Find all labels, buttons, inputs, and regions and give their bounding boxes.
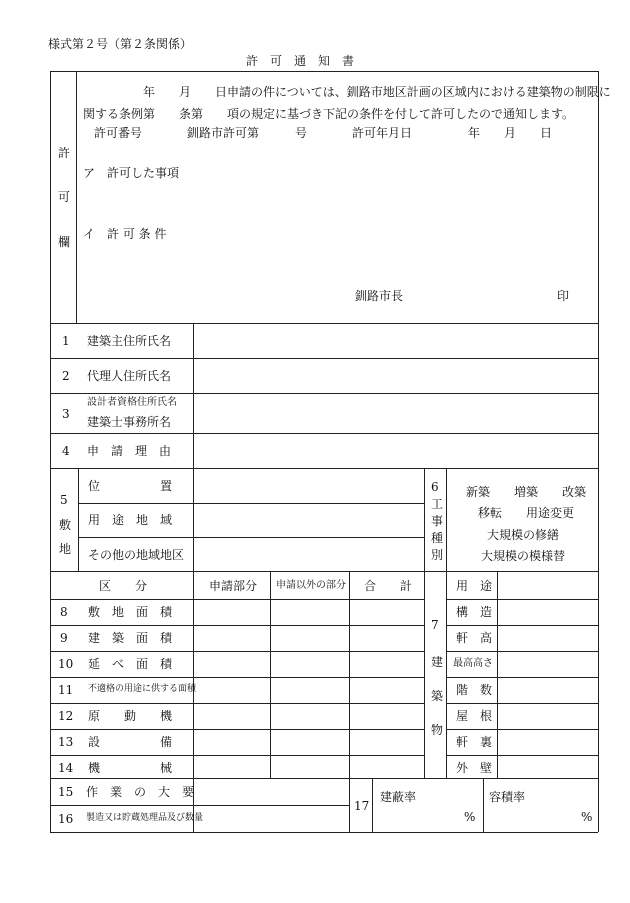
- work-types-line3: 大規模の修繕: [487, 528, 560, 542]
- area-header-total: 合 計: [364, 579, 413, 593]
- row1-label: 建築主住所氏名: [87, 334, 172, 348]
- permit-label-3: 欄: [58, 235, 71, 249]
- work-label-1: 工: [431, 497, 444, 511]
- work-types-line2: 移転 用途変更: [478, 506, 575, 520]
- coverage-percent: %: [464, 810, 476, 824]
- row16-number: 16: [58, 812, 74, 826]
- building-item-floors: 階 数: [456, 683, 493, 697]
- site-other-area-label: その他の地域地区: [88, 548, 185, 562]
- row2-label: 代理人住所氏名: [87, 369, 172, 383]
- row15-label: 作 業 の 大 要: [86, 785, 195, 799]
- permit-text-line2: 関する条例第 条第 項の規定に基づき下記の条件を付して許可したので通知します。: [83, 107, 575, 121]
- building-item-structure: 構 造: [456, 605, 493, 619]
- building-number: 7: [431, 618, 439, 632]
- area-header-category: 区 分: [99, 579, 148, 593]
- building-label-1: 建: [431, 655, 444, 669]
- coverage-ratio-label: 建蔽率: [380, 790, 417, 804]
- row8-label: 敷 地 面 積: [88, 605, 173, 619]
- row3-number: 3: [62, 407, 70, 421]
- row14-number: 14: [58, 761, 74, 775]
- building-item-exterior-wall: 外 壁: [456, 761, 493, 775]
- row10-label: 延 べ 面 積: [88, 657, 173, 671]
- work-types-line4: 大規模の模様替: [481, 549, 566, 563]
- building-label-2: 築: [431, 689, 444, 703]
- permit-label-2: 可: [58, 190, 71, 204]
- building-item-eave-back: 軒 裏: [456, 735, 493, 749]
- row9-label: 建 築 面 積: [88, 631, 173, 645]
- building-item-roof: 屋 根: [456, 709, 493, 723]
- row11-number: 11: [58, 683, 74, 697]
- row14-label: 機 械: [88, 761, 173, 775]
- row12-number: 12: [58, 709, 74, 723]
- site-position-label: 位 置: [88, 479, 173, 493]
- row4-label: 申 請 理 由: [87, 444, 172, 458]
- floor-area-ratio-label: 容積率: [489, 790, 526, 804]
- document-title: 許 可 通 知 書: [246, 54, 355, 68]
- permit-number-value: 釧路市許可第 号: [187, 126, 308, 140]
- area-header-other: 申請以外の部分: [276, 580, 346, 591]
- work-types-line1: 新築 増築 改築: [466, 485, 587, 499]
- site-use-area-label: 用 途 地 域: [88, 513, 173, 527]
- permit-label-1: 許: [58, 146, 71, 160]
- site-label-2: 地: [59, 542, 72, 556]
- row2-number: 2: [62, 369, 70, 383]
- row15-number: 15: [58, 785, 74, 799]
- row3-label-b: 建築士事務所名: [87, 415, 172, 429]
- permitted-item-label: ア 許可した事項: [83, 166, 180, 180]
- building-label-3: 物: [431, 723, 444, 737]
- work-label-4: 別: [431, 548, 444, 562]
- permit-date-fields: 年 月 日: [468, 126, 553, 140]
- seal-mark: 印: [557, 289, 570, 303]
- row1-number: 1: [62, 334, 70, 348]
- row8-number: 8: [60, 605, 68, 619]
- row3-label-a: 設計者資格住所氏名: [87, 397, 177, 408]
- row16-label: 製造又は貯蔵処理品及び数量: [86, 813, 204, 823]
- building-item-eave-height: 軒 高: [456, 631, 493, 645]
- permit-text-line1: 年 月 日申請の件については、釧路市地区計画の区域内における建築物の制限に: [143, 85, 611, 99]
- row17-number: 17: [354, 799, 370, 813]
- permit-number-label: 許可番号: [94, 126, 143, 140]
- work-label-2: 事: [431, 514, 444, 528]
- area-header-applied: 申請部分: [209, 579, 258, 593]
- building-item-max-height: 最高高さ: [453, 658, 493, 669]
- row9-number: 9: [60, 631, 68, 645]
- floor-area-percent: %: [581, 810, 593, 824]
- row10-number: 10: [58, 657, 74, 671]
- building-item-use: 用 途: [456, 579, 493, 593]
- row13-label: 設 備: [88, 735, 173, 749]
- site-number: 5: [60, 493, 68, 507]
- work-label-3: 種: [431, 531, 444, 545]
- row4-number: 4: [62, 444, 70, 458]
- form-number: 様式第２号（第２条関係）: [48, 37, 193, 51]
- row12-label: 原 動 機: [88, 709, 173, 723]
- site-label-1: 敷: [59, 518, 72, 532]
- row11-label: 不適格の用途に供する面積: [88, 684, 197, 694]
- mayor-label: 釧路市長: [355, 289, 404, 303]
- permit-date-label: 許可年月日: [352, 126, 413, 140]
- work-number: 6: [431, 480, 439, 494]
- row13-number: 13: [58, 735, 74, 749]
- permit-condition-label: イ 許 可 条 件: [83, 227, 167, 241]
